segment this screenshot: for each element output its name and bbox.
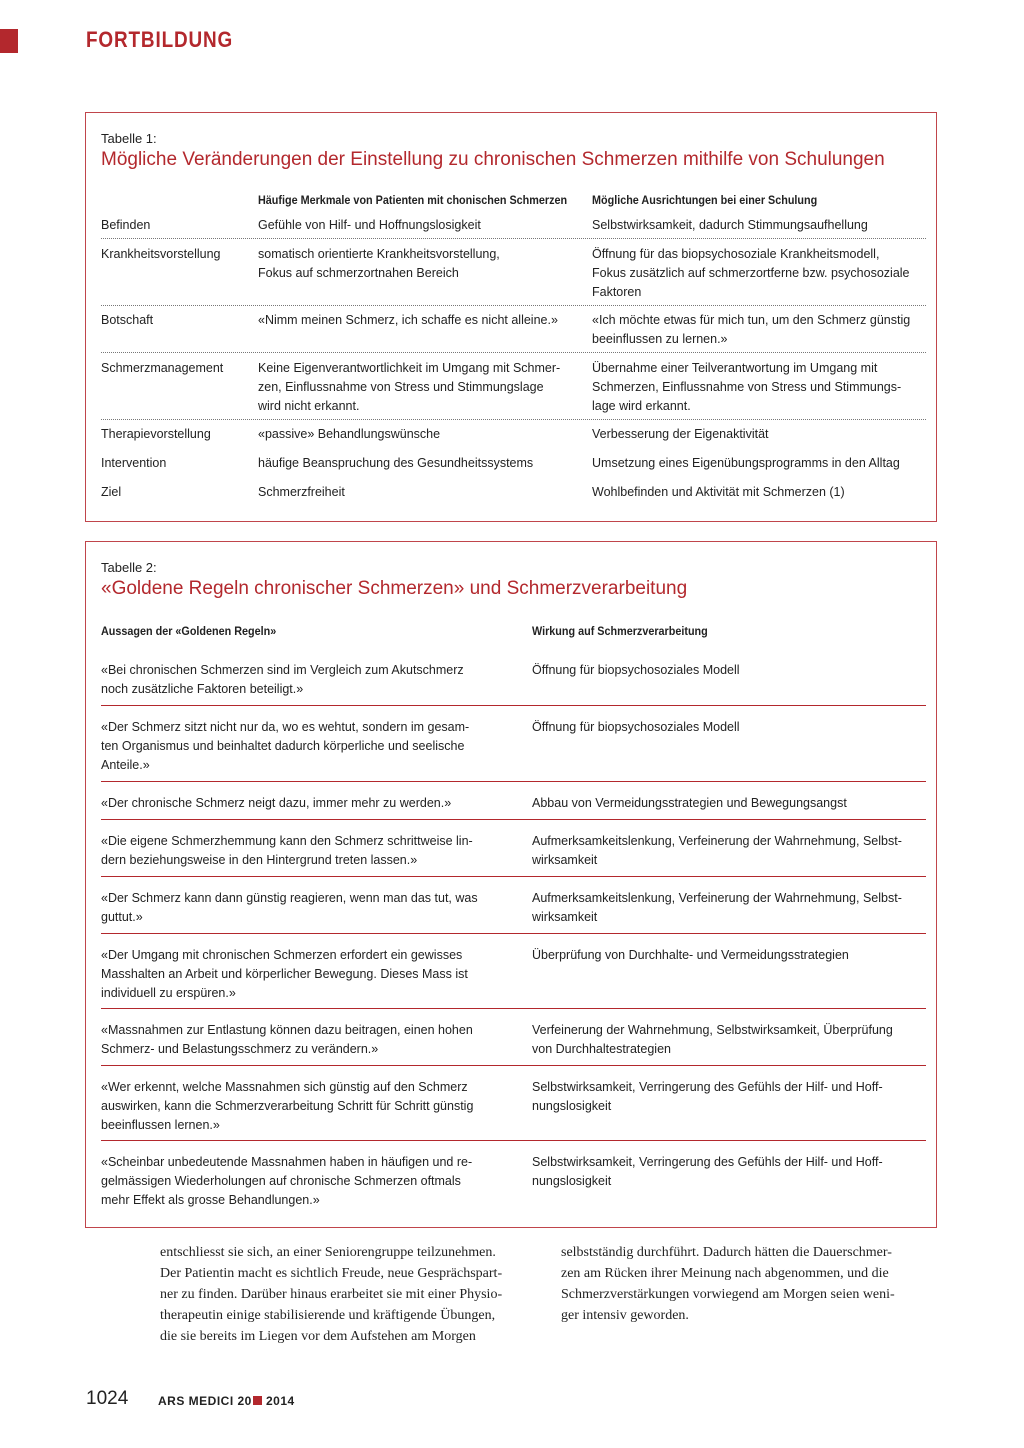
text-line: Gefühle von Hilf- und Hoffnungslosigkeit — [258, 218, 481, 232]
text-line: Schmerzverstärkungen vorwiegend am Morgen seien weni- — [561, 1287, 895, 1302]
text-line: selbstständig durchführt. Dadurch hätten die Dauerschmer- — [561, 1245, 892, 1260]
section-title: FORTBILDUNG — [86, 27, 234, 52]
text-line: «Der Schmerz sitzt nicht nur da, wo es wehtut, sondern im gesam- — [101, 720, 470, 734]
text-line: ten Organismus und beinhaltet dadurch körperliche und seelische — [101, 739, 465, 753]
text-line: Selbstwirksamkeit, Verringerung des Gefühls der Hilf- und Hoff- — [532, 1080, 883, 1094]
row-divider — [101, 305, 926, 306]
cell-training — [592, 359, 922, 416]
cell-training — [592, 311, 922, 349]
text-line: Anteile.» — [101, 758, 150, 772]
text-line: mehr Effekt als grosse Behandlungen.» — [101, 1193, 320, 1207]
rule-effect — [532, 661, 924, 680]
text-line: beeinflussen zu lernen.» — [592, 332, 728, 346]
row-divider — [101, 1008, 926, 1009]
row-label: Ziel — [101, 485, 122, 499]
text-line: Übernahme einer Teilverantwortung im Umgang mit — [592, 361, 878, 375]
text-line: somatisch orientierte Krankheitsvorstellung, — [258, 247, 500, 261]
rule-effect — [532, 1021, 924, 1059]
row-label: Intervention — [101, 456, 167, 470]
text-line: Selbstwirksamkeit, dadurch Stimmungsaufhellung — [592, 218, 868, 232]
rule-statement — [101, 946, 493, 1003]
journal-year: 2014 — [266, 1394, 295, 1408]
text-line: gelmässigen Wiederholungen auf chronische Schmerzen oftmals — [101, 1174, 461, 1188]
cell-patients — [258, 425, 578, 444]
text-line: Verbesserung der Eigenaktivität — [592, 427, 769, 441]
text-line: wird nicht erkannt. — [258, 399, 360, 413]
row-divider — [101, 705, 926, 706]
text-line: Abbau von Vermeidungsstrategien und Bewegungsangst — [532, 796, 847, 810]
text-line: Keine Eigenverantwortlichkeit im Umgang mit Schmer- — [258, 361, 561, 375]
rule-statement — [101, 1021, 493, 1059]
rule-statement — [101, 832, 493, 870]
text-line: beeinflussen lernen.» — [101, 1118, 220, 1132]
text-line: lage wird erkannt. — [592, 399, 691, 413]
text-line: Überprüfung von Durchhalte- und Vermeidungsstrategien — [532, 948, 849, 962]
text-line: von Durchhaltestrategien — [532, 1042, 671, 1056]
table-2-title: «Goldene Regeln chronischer Schmerzen» und Schmerzverarbeitung — [101, 578, 688, 599]
text-line: Schmerzen, Einflussnahme von Stress und Stimmungs- — [592, 380, 902, 394]
row-divider — [101, 781, 926, 782]
cell-patients — [258, 483, 578, 502]
row-divider — [101, 876, 926, 877]
text-line: auswirken, kann die Schmerzverarbeitung Schritt für Schritt günstig — [101, 1099, 474, 1113]
rule-effect — [532, 1078, 924, 1116]
cell-training — [592, 216, 922, 235]
text-line: Fokus auf schmerzortnahen Bereich — [258, 266, 459, 280]
rule-statement — [101, 889, 493, 927]
text-line: «Ich möchte etwas für mich tun, um den Schmerz günstig — [592, 313, 911, 327]
text-line: «Der Umgang mit chronischen Schmerzen erfordert ein gewisses — [101, 948, 463, 962]
text-line: Schmerzfreiheit — [258, 485, 345, 499]
row-label: Befinden — [101, 218, 151, 232]
text-line: wirksamkeit — [532, 853, 598, 867]
table-2 — [85, 541, 937, 1228]
rule-statement — [101, 661, 493, 699]
text-line: Öffnung für das biopsychosoziale Krankheitsmodell, — [592, 247, 880, 261]
text-line: nungslosigkeit — [532, 1099, 612, 1113]
text-line: häufige Beanspruchung des Gesundheitssystems — [258, 456, 534, 470]
cell-training — [592, 483, 922, 502]
row-label: Therapievorstellung — [101, 427, 211, 441]
text-line: dern beziehungsweise in den Hintergrund treten lassen.» — [101, 853, 418, 867]
text-line: entschliesst sie sich, an einer Seniorengruppe teilzunehmen. — [160, 1245, 496, 1260]
rule-effect — [532, 889, 924, 927]
cell-patients — [258, 216, 578, 235]
cell-patients — [258, 245, 578, 283]
text-line: «Scheinbar unbedeutende Massnahmen haben in häufigen und re- — [101, 1155, 473, 1169]
row-label: Schmerzmanagement — [101, 361, 224, 375]
text-line: «Der Schmerz kann dann günstig reagieren, wenn man das tut, was — [101, 891, 478, 905]
column-header: Aussagen der «Goldenen Regeln» — [101, 624, 277, 638]
table-1-label: Tabelle 1: — [101, 131, 157, 146]
text-line: Öffnung für biopsychosoziales Modell — [532, 663, 740, 677]
row-divider — [101, 1140, 926, 1141]
text-line: «Wer erkennt, welche Massnahmen sich günstig auf den Schmerz — [101, 1080, 468, 1094]
rule-statement — [101, 1078, 493, 1135]
text-line: «Nimm meinen Schmerz, ich schaffe es nicht alleine.» — [258, 313, 558, 327]
column-header: Mögliche Ausrichtungen bei einer Schulung — [592, 193, 818, 207]
text-line: zen am Rücken ihrer Meinung nach abgenommen, und die — [561, 1266, 889, 1281]
row-divider — [101, 1065, 926, 1066]
rule-statement — [101, 1153, 493, 1210]
text-line: die sie bereits im Liegen vor dem Aufstehen am Morgen — [160, 1329, 476, 1344]
text-line: «passive» Behandlungswünsche — [258, 427, 441, 441]
text-line: therapeutin einige stabilisierende und kräftigende Übungen, — [160, 1308, 496, 1323]
table-1 — [85, 112, 937, 522]
cell-patients — [258, 359, 578, 416]
text-line: Faktoren — [592, 285, 642, 299]
text-line: Öffnung für biopsychosoziales Modell — [532, 720, 740, 734]
text-line: wirksamkeit — [532, 910, 598, 924]
rule-effect — [532, 794, 924, 813]
body-column-left — [160, 1242, 538, 1347]
cell-training — [592, 425, 922, 444]
rule-statement — [101, 718, 493, 775]
text-line: Wohlbefinden und Aktivität mit Schmerzen (1) — [592, 485, 845, 499]
rule-effect — [532, 1153, 924, 1191]
text-line: Fokus zusätzlich auf schmerzortferne bzw. psychosoziale — [592, 266, 910, 280]
body-column-right — [561, 1242, 939, 1326]
text-line: «Bei chronischen Schmerzen sind im Vergleich zum Akutschmerz — [101, 663, 464, 677]
cell-training — [592, 454, 922, 473]
row-divider — [101, 352, 926, 353]
table-1-title: Mögliche Veränderungen der Einstellung zu chronischen Schmerzen mithilfe von Schulungen — [101, 149, 885, 170]
text-line: guttut.» — [101, 910, 143, 924]
row-divider — [101, 419, 926, 420]
text-line: noch zusätzliche Faktoren beteiligt.» — [101, 682, 304, 696]
text-line: Umsetzung eines Eigenübungsprogramms in den Alltag — [592, 456, 900, 470]
row-divider — [101, 238, 926, 239]
text-line: «Die eigene Schmerzhemmung kann den Schmerz schrittweise lin- — [101, 834, 473, 848]
text-line: Schmerz- und Belastungsschmerz zu verändern.» — [101, 1042, 379, 1056]
row-label: Krankheitsvorstellung — [101, 247, 221, 261]
text-line: zen, Einflussnahme von Stress und Stimmungslage — [258, 380, 544, 394]
row-label: Botschaft — [101, 313, 154, 327]
cell-patients — [258, 454, 578, 473]
cell-training — [592, 245, 922, 302]
page-number: 1024 — [86, 1388, 129, 1409]
journal-name: ARS MEDICI 20 — [158, 1394, 252, 1408]
text-line: Selbstwirksamkeit, Verringerung des Gefühls der Hilf- und Hoff- — [532, 1155, 883, 1169]
text-line: Aufmerksamkeitslenkung, Verfeinerung der Wahrnehmung, Selbst- — [532, 891, 902, 905]
column-header: Häufige Merkmale von Patienten mit chonischen Schmerzen — [258, 193, 568, 207]
row-divider — [101, 819, 926, 820]
section-marker — [0, 29, 18, 53]
rule-statement — [101, 794, 493, 813]
text-line: Aufmerksamkeitslenkung, Verfeinerung der Wahrnehmung, Selbst- — [532, 834, 902, 848]
column-header: Wirkung auf Schmerzverarbeitung — [532, 624, 708, 638]
text-line: «Massnahmen zur Entlastung können dazu beitragen, einen hohen — [101, 1023, 473, 1037]
text-line: Verfeinerung der Wahrnehmung, Selbstwirksamkeit, Überprüfung — [532, 1023, 893, 1037]
text-line: ner zu finden. Darüber hinaus erarbeitet sie mit einer Physio- — [160, 1287, 503, 1302]
rule-effect — [532, 718, 924, 737]
text-line: Masshalten an Arbeit und körperlicher Bewegung. Dieses Mass ist — [101, 967, 468, 981]
text-line: «Der chronische Schmerz neigt dazu, immer mehr zu werden.» — [101, 796, 452, 810]
text-line: Der Patientin macht es sichtlich Freude, neue Gesprächspart- — [160, 1266, 503, 1281]
row-divider — [101, 933, 926, 934]
text-line: individuell zu erspüren.» — [101, 986, 236, 1000]
text-line: ger intensiv geworden. — [561, 1308, 689, 1323]
text-line: nungslosigkeit — [532, 1174, 612, 1188]
cell-patients — [258, 311, 578, 330]
table-2-label: Tabelle 2: — [101, 560, 157, 575]
rule-effect — [532, 946, 924, 965]
footer-separator-square — [253, 1396, 262, 1405]
rule-effect — [532, 832, 924, 870]
